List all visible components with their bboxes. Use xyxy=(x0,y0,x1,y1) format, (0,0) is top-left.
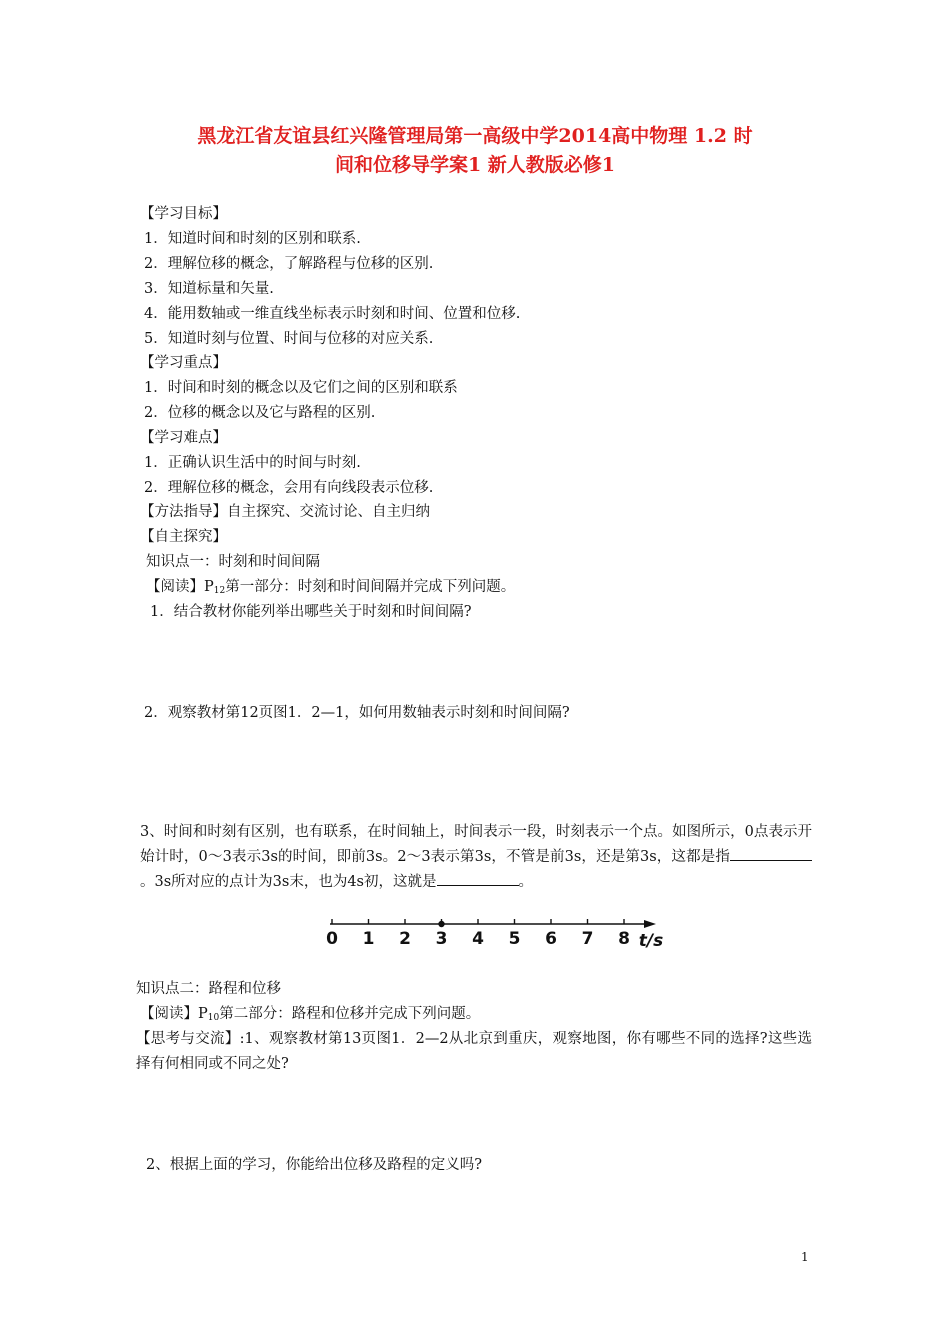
difficulties-heading: 【学习难点】 xyxy=(140,430,227,446)
k1-read-page: 12 xyxy=(213,586,226,596)
axis-arrow xyxy=(644,920,656,928)
answer-blank-1[interactable] xyxy=(730,846,812,861)
answer-blank-2[interactable] xyxy=(437,871,519,886)
axis-tick-label: 7 xyxy=(581,929,594,949)
k1-read-suffix: 第一部分：时刻和时间间隔并完成下列问题。 xyxy=(225,579,516,595)
objective-item-4: 4．能用数轴或一维直线坐标表示时刻和时间、位置和位移. xyxy=(144,306,521,322)
k2-reading-instruction xyxy=(140,1004,480,1028)
k2-think-exchange: 【思考与交流】:1、观察教材第13页图1．2—2从北京到重庆，观察地图，你有哪些不同的选择?这些选择有何相同或不同之处? xyxy=(136,1031,812,1072)
key-point-item-1: 1．时间和时刻的概念以及它们之间的区别和联系 xyxy=(144,380,458,396)
title-line-1: 黑龙江省友谊县红兴隆管理局第一高级中学2014高中物理 1.2 时 xyxy=(197,125,753,147)
axis-tick-label: 6 xyxy=(545,929,557,949)
k2-question-2: 2、根据上面的学习，你能给出位移及路程的定义吗? xyxy=(146,1157,482,1173)
k1-q3-text-2: 。3s所对应的点计为3s末，也为4s初，这就是 xyxy=(140,874,437,890)
self-explore-heading: 【自主探究】 xyxy=(140,529,227,545)
title-line-2: 间和位移导学案1 新人教版必修1 xyxy=(334,154,616,176)
difficulty-item-2: 2．理解位移的概念，会用有向线段表示位移. xyxy=(144,480,434,496)
knowledge-point-1-heading: 知识点一：时刻和时间间隔 xyxy=(146,554,320,570)
document-title xyxy=(120,122,830,180)
k1-reading-instruction xyxy=(146,577,515,601)
axis-marked-point xyxy=(438,921,444,927)
axis-tick-label: 8 xyxy=(618,929,630,949)
method-guide: 【方法指导】自主探究、交流讨论、自主归纳 xyxy=(140,504,430,520)
k1-question-3 xyxy=(140,820,812,895)
k1-q3-text-3: 。 xyxy=(518,874,533,890)
objectives-heading: 【学习目标】 xyxy=(140,206,227,222)
axis-tick-label: 5 xyxy=(508,929,521,949)
axis-tick-label: 4 xyxy=(472,929,484,949)
k2-read-page: 10 xyxy=(207,1013,220,1023)
k2-read-prefix: 【阅读】P xyxy=(140,1006,208,1022)
key-point-item-2: 2．位移的概念以及它与路程的区别. xyxy=(144,405,376,421)
k2-read-suffix: 第二部分：路程和位移并完成下列问题。 xyxy=(219,1006,481,1022)
objective-item-5: 5．知道时刻与位置、时间与位移的对应关系. xyxy=(144,331,434,347)
k1-question-1: 1．结合教材你能列举出哪些关于时刻和时间间隔? xyxy=(150,604,472,620)
axis-tick-label: 3 xyxy=(435,929,448,949)
axis-unit-label: t/s xyxy=(638,931,663,950)
k1-q3-text-1: 3、时间和时刻有区别，也有联系，在时间轴上，时间表示一段，时刻表示一个点。如图所示，0点表示开始计时，0～3表示3s的时间，即前3s。2～3表示第3s，不管是前3s，还是第3s，这都是指 xyxy=(140,824,812,865)
key-points-heading: 【学习重点】 xyxy=(140,355,227,371)
axis-tick-label: 2 xyxy=(399,929,411,949)
difficulty-item-1: 1．正确认识生活中的时间与时刻. xyxy=(144,455,361,471)
axis-tick-label: 1 xyxy=(362,929,375,949)
k1-read-prefix: 【阅读】P xyxy=(146,579,214,595)
knowledge-point-2-heading: 知识点二：路程和位移 xyxy=(136,981,281,997)
objective-item-2: 2．理解位移的概念，了解路程与位移的区别. xyxy=(144,256,434,272)
objective-item-1: 1．知道时间和时刻的区别和联系. xyxy=(144,231,361,247)
axis-tick-label: 0 xyxy=(326,929,338,949)
k1-question-2: 2．观察教材第12页图1．2—1，如何用数轴表示时刻和时间间隔? xyxy=(144,705,570,721)
page-number: 1 xyxy=(801,1250,809,1264)
time-axis-diagram xyxy=(318,912,663,950)
objective-item-3: 3．知道标量和矢量. xyxy=(144,281,274,297)
